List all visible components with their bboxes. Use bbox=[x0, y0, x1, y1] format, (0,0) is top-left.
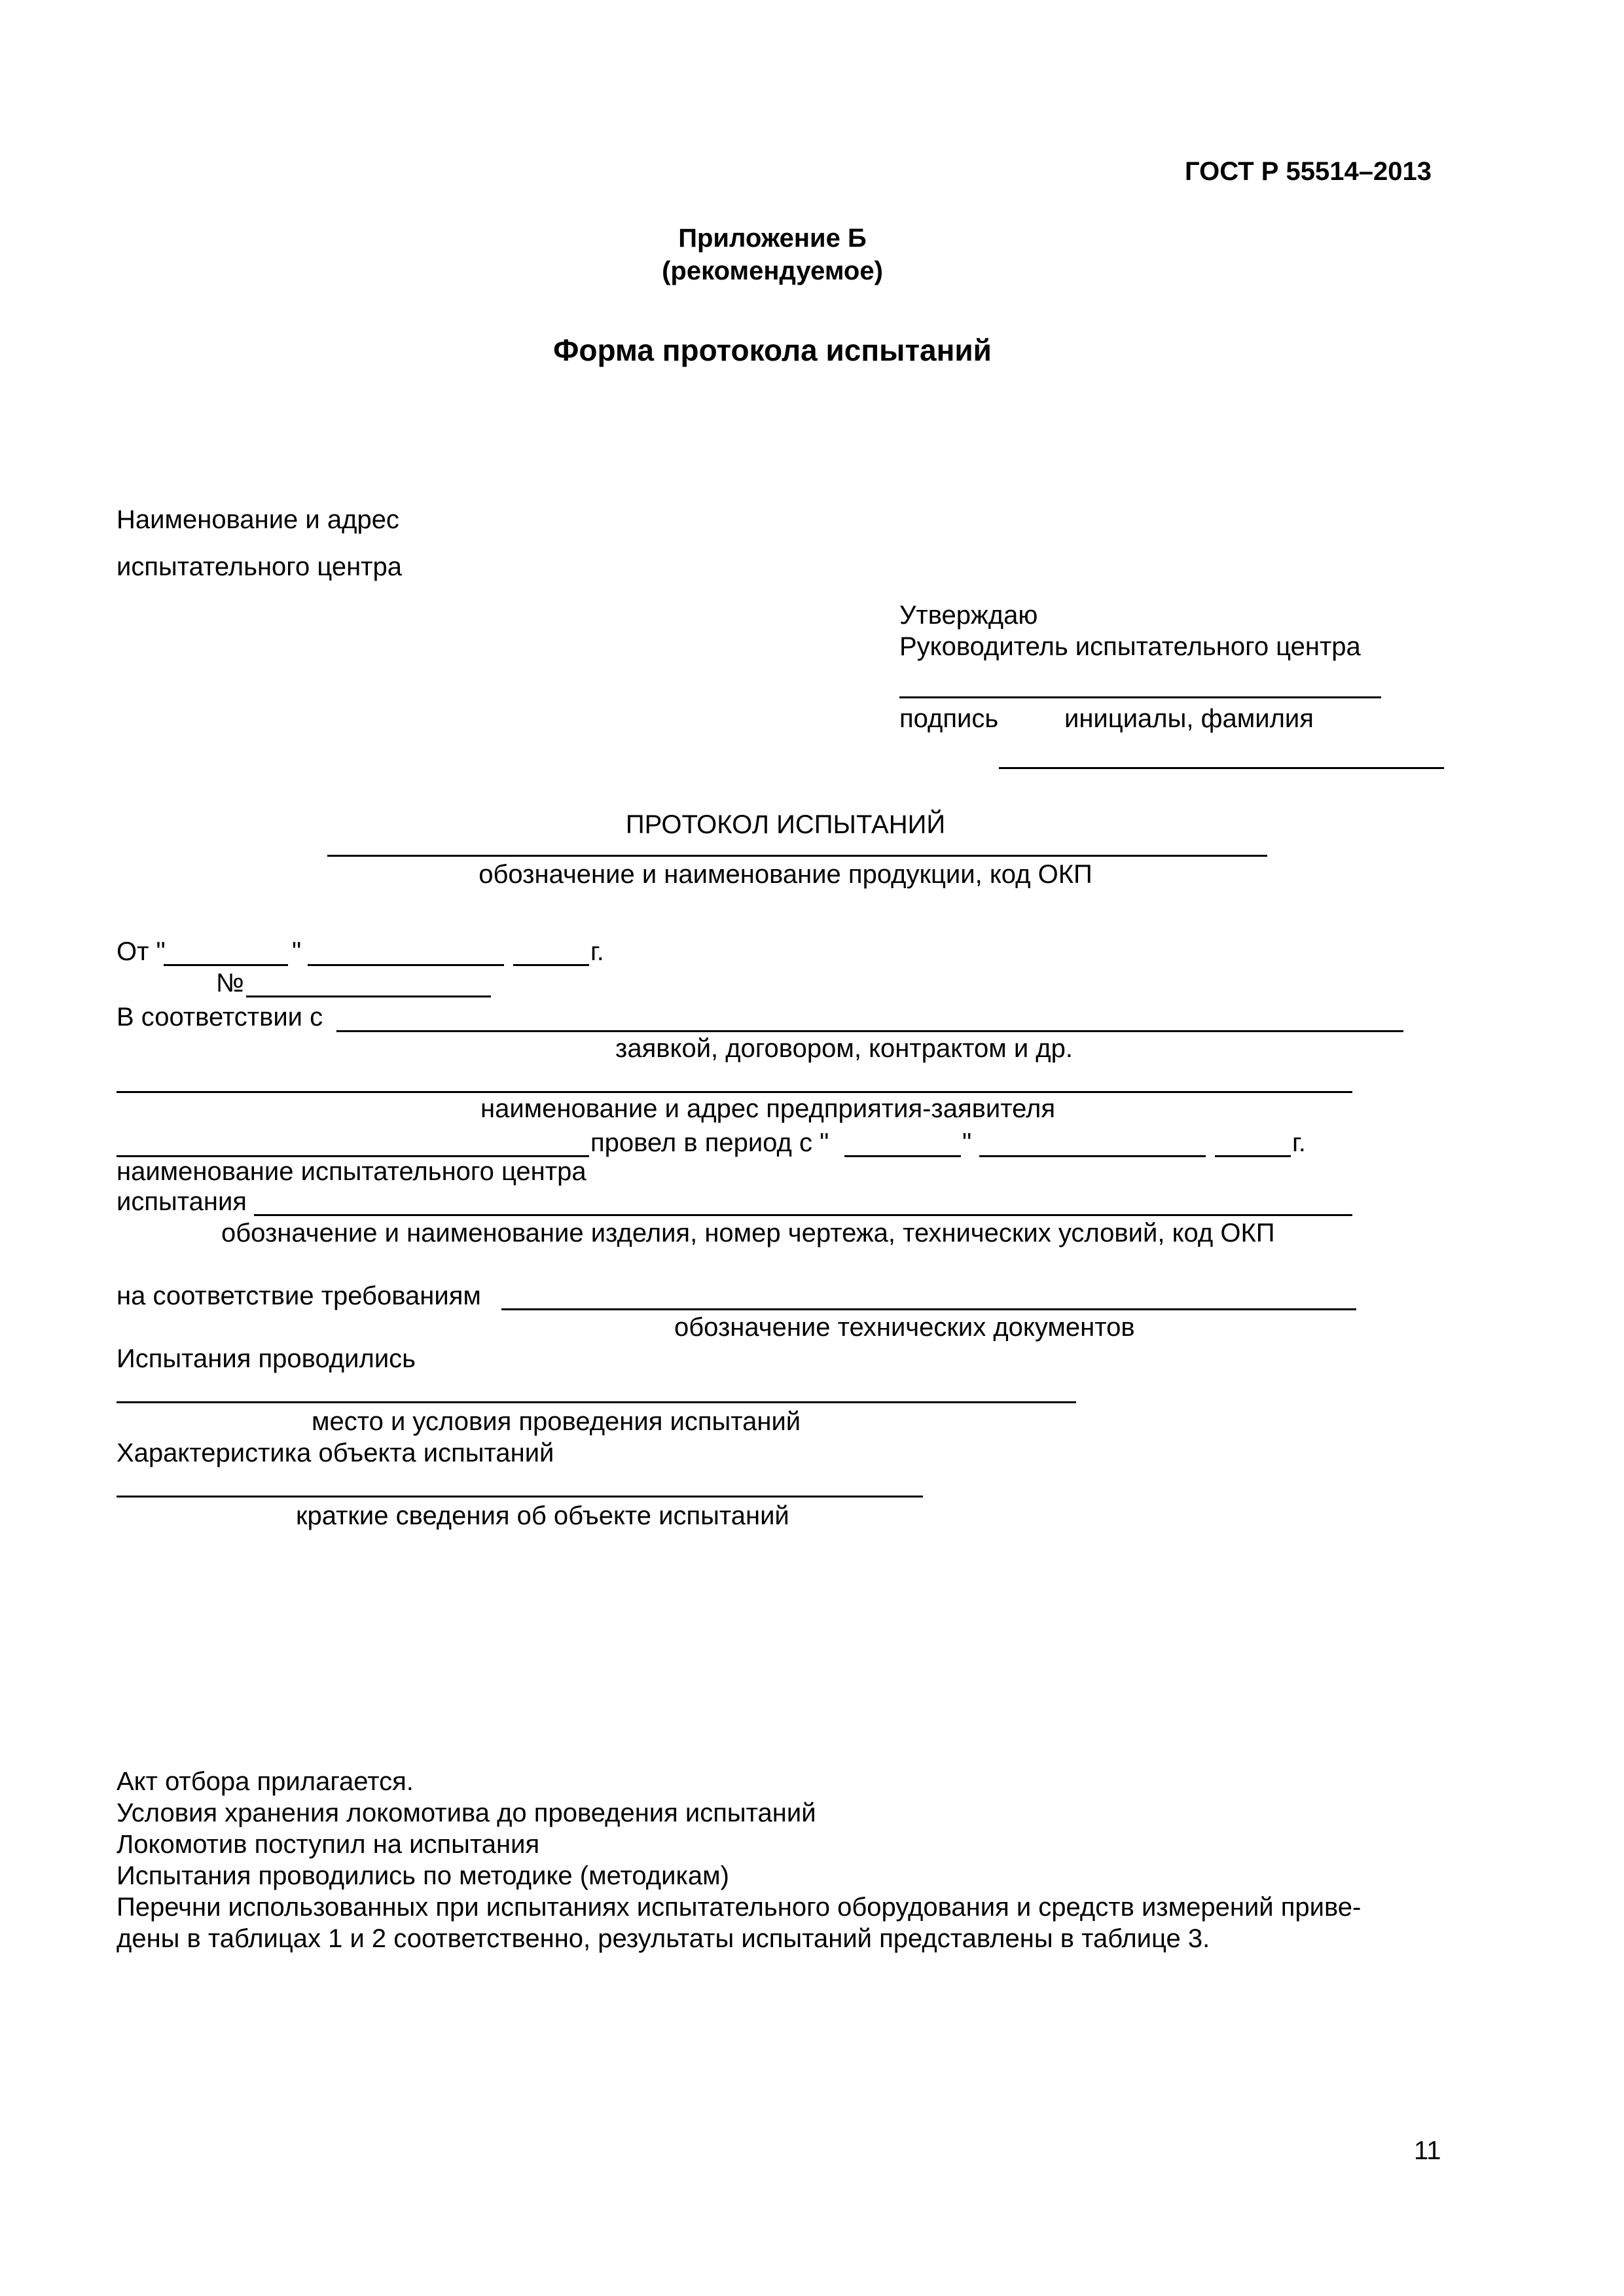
appendix-status: (рекомендуемое) bbox=[662, 257, 883, 285]
note-method: Испытания проводились по методике (методикам) bbox=[117, 1861, 729, 1890]
note-act: Акт отбора прилагается. bbox=[117, 1767, 414, 1796]
name-caption: инициалы, фамилия bbox=[1064, 704, 1314, 733]
center-caption: наименование испытательного центра bbox=[117, 1157, 586, 1186]
note-lists-line1: Перечни использованных при испытаниях испытательного оборудования и средств измерений приве- bbox=[117, 1893, 1362, 1922]
protocol-title: ПРОТОКОЛ ИСПЫТАНИЙ bbox=[625, 810, 946, 839]
approval-role: Руководитель испытательного центра bbox=[899, 632, 1361, 661]
object-line bbox=[117, 1496, 923, 1498]
period-quote-close: " bbox=[962, 1128, 972, 1157]
product-caption: обозначение и наименование продукции, код ОКП bbox=[478, 860, 1092, 889]
object-label: Характеристика объекта испытаний bbox=[117, 1439, 554, 1467]
appendix-title: Приложение Б bbox=[678, 224, 867, 253]
signature-line bbox=[899, 696, 1381, 698]
conducted-label: провел в период с " bbox=[590, 1128, 829, 1157]
item-line bbox=[254, 1214, 1352, 1216]
number-label: № bbox=[216, 969, 244, 997]
from-day-line bbox=[164, 964, 288, 966]
page-number: 11 bbox=[1414, 2136, 1441, 2165]
accordance-label: В соответствии с bbox=[117, 1003, 323, 1031]
place-label: Испытания проводились bbox=[117, 1344, 416, 1373]
from-year-line bbox=[513, 964, 589, 966]
item-caption: обозначение и наименование изделия, номер чертежа, технических условий, код ОКП bbox=[221, 1219, 1275, 1247]
tests-label: испытания bbox=[117, 1187, 247, 1216]
accordance-caption: заявкой, договором, контрактом и др. bbox=[615, 1034, 1074, 1063]
date-signature-line bbox=[999, 767, 1444, 769]
period-year-suffix: г. bbox=[1292, 1128, 1306, 1157]
object-caption: краткие сведения об объекте испытаний bbox=[296, 1501, 789, 1530]
period-day-line bbox=[844, 1155, 961, 1157]
from-month-line bbox=[308, 964, 504, 966]
from-label: От " bbox=[117, 937, 166, 966]
approval-label: Утверждаю bbox=[899, 601, 1038, 630]
place-caption: место и условия проведения испытаний bbox=[312, 1407, 801, 1436]
product-line bbox=[327, 855, 1267, 857]
page-title: Форма протокола испытаний bbox=[553, 333, 992, 367]
note-lists-line2: дены в таблицах 1 и 2 соответственно, результаты испытаний представлены в таблице 3. bbox=[117, 1924, 1210, 1953]
requirements-caption: обозначение технических документов bbox=[674, 1313, 1135, 1342]
from-year-suffix: г. bbox=[590, 937, 604, 966]
period-month-line bbox=[979, 1155, 1206, 1157]
number-line bbox=[246, 996, 491, 997]
note-arrived: Локомотив поступил на испытания bbox=[117, 1830, 540, 1859]
test-center-label-2: испытательного центра bbox=[117, 552, 402, 581]
requirements-line bbox=[501, 1308, 1356, 1310]
period-year-line bbox=[1215, 1155, 1291, 1157]
applicant-caption: наименование и адрес предприятия-заявителя bbox=[480, 1094, 1056, 1123]
requirements-label: на соответствие требованиям bbox=[117, 1282, 481, 1310]
from-quote-close: " bbox=[292, 937, 302, 966]
standard-code: ГОСТ Р 55514–2013 bbox=[1185, 157, 1432, 186]
accordance-line bbox=[336, 1030, 1403, 1032]
place-line bbox=[117, 1401, 1076, 1403]
signature-caption: подпись bbox=[899, 704, 999, 733]
note-storage: Условия хранения локомотива до проведения испытаний bbox=[117, 1799, 816, 1827]
test-center-label-1: Наименование и адрес bbox=[117, 505, 399, 534]
